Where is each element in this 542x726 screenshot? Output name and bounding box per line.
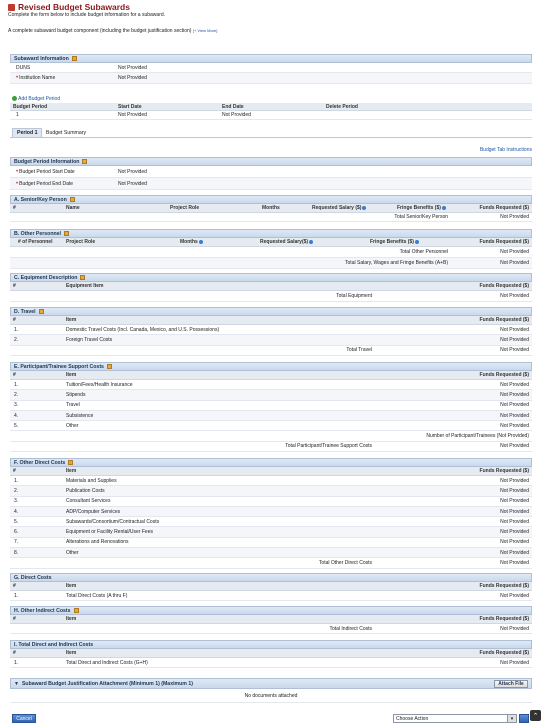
section-d-header	[10, 307, 532, 316]
row-number: 8.	[14, 549, 19, 556]
row-value: Not Provided	[500, 487, 529, 494]
col-number: #	[13, 317, 16, 323]
row-item: Travel	[66, 402, 80, 409]
section-h-columns	[10, 615, 532, 624]
table-row	[10, 548, 532, 558]
attachment-section	[10, 678, 532, 703]
edit-icon[interactable]	[82, 159, 87, 164]
edit-icon[interactable]	[80, 275, 85, 280]
table-row	[10, 401, 532, 411]
col-number: #	[13, 616, 16, 622]
row-item: Foreign Travel Costs	[66, 336, 113, 343]
row-item: Materials and Supplies	[66, 477, 117, 484]
section-e-total-row	[10, 442, 532, 452]
other-personnel-section	[10, 229, 532, 269]
row-number: 7.	[14, 539, 19, 546]
row-number: 2.	[14, 391, 19, 398]
row-number: 4.	[14, 412, 19, 419]
section-e-header	[10, 362, 532, 371]
bp-start-label	[16, 169, 75, 175]
row-item: Stipends	[66, 391, 86, 398]
direct-costs-section	[10, 573, 532, 601]
section-e-title: E. Participant/Trainee Support Costs	[14, 363, 104, 370]
period-tabs	[10, 128, 532, 138]
scroll-top-button[interactable]	[530, 710, 541, 721]
col-number: #	[13, 583, 16, 589]
required-marker: •	[16, 180, 19, 187]
cancel-button[interactable]: Cancel	[12, 714, 36, 723]
col-item: Item	[66, 372, 77, 378]
col-funds-requested: Funds Requested ($)	[479, 205, 529, 211]
table-row	[10, 538, 532, 548]
row-value: Not Provided	[500, 477, 529, 484]
col-fringe-benefits	[397, 205, 446, 211]
total-value: Not Provided	[500, 214, 529, 220]
col-equipment-item: Equipment Item	[66, 283, 104, 289]
duns-value: Not Provided	[118, 64, 147, 71]
section-e-number-row	[10, 431, 532, 441]
col-number: #	[13, 205, 16, 211]
info-icon[interactable]	[415, 240, 419, 244]
section-d-total-row	[10, 346, 532, 356]
duns-label: DUNS	[16, 64, 31, 71]
section-c-columns	[10, 282, 532, 291]
col-item: Item	[66, 650, 77, 656]
table-row	[10, 517, 532, 527]
row-number: 1.	[14, 381, 19, 388]
row-value: Not Provided	[500, 539, 529, 546]
table-row	[10, 411, 532, 421]
document-icon	[8, 4, 15, 11]
row-value: Not Provided	[500, 381, 529, 388]
total-label: Total Other Direct Costs	[318, 560, 372, 567]
section-e-columns	[10, 371, 532, 380]
bp-end-label	[16, 181, 73, 187]
section-c-header	[10, 273, 532, 282]
row-value: Not Provided	[500, 529, 529, 536]
attachment-header	[10, 678, 532, 689]
total-label: Total Travel	[346, 347, 372, 354]
table-row	[10, 325, 532, 335]
section-a-columns	[10, 204, 532, 213]
equipment-section	[10, 273, 532, 302]
total-value: Not Provided	[500, 347, 529, 354]
period-end: Not Provided	[222, 112, 251, 118]
row-item: Total Direct and Indirect Costs (G+H)	[66, 659, 148, 666]
page-title	[8, 2, 130, 12]
add-icon	[12, 96, 17, 101]
col-months	[180, 239, 203, 245]
row-value: Not Provided	[500, 518, 529, 525]
col-number: #	[13, 283, 16, 289]
period-number: 1	[16, 112, 19, 118]
row-value: Not Provided	[500, 659, 529, 666]
row-item: Alterations and Renovations	[66, 539, 129, 546]
total-value: Not Provided	[500, 249, 529, 255]
section-i-title: I. Total Direct and Indirect Costs	[14, 641, 94, 648]
intro-text: Complete the form below to include budget information for a subaward.	[8, 12, 166, 18]
section-d-columns	[10, 316, 532, 325]
budget-period-info-header	[10, 157, 532, 166]
total-value: Not Provided	[500, 443, 529, 450]
section-h-total-row	[10, 624, 532, 634]
section-f-columns	[10, 467, 532, 476]
budget-periods-header	[10, 103, 532, 111]
table-row	[10, 421, 532, 431]
col-number: #	[13, 468, 16, 474]
edit-icon[interactable]	[74, 608, 79, 613]
row-number: 2.	[14, 487, 19, 494]
row-value: Not Provided	[500, 326, 529, 333]
edit-icon[interactable]	[64, 231, 69, 236]
row-value: Not Provided	[500, 412, 529, 419]
col-requested-salary-text: Requested Salary ($)	[312, 205, 362, 211]
col-item: Item	[66, 468, 77, 474]
col-item: Item	[66, 317, 77, 323]
row-number: 1.	[14, 659, 19, 666]
info-icon[interactable]	[442, 206, 446, 210]
add-budget-period-text[interactable]: Add Budget Period	[18, 96, 61, 102]
table-row	[10, 507, 532, 517]
col-fringe-benefits	[370, 239, 419, 245]
row-value: Not Provided	[500, 549, 529, 556]
row-number: 2.	[14, 336, 19, 343]
subaward-info-title: Subaward Information	[14, 55, 69, 62]
tab-budget-summary[interactable]: Budget Summary	[46, 129, 87, 136]
row-number: 4.	[14, 508, 19, 515]
duns-row	[10, 63, 532, 73]
institution-label	[16, 75, 55, 81]
total-direct-indirect-section	[10, 640, 532, 668]
info-icon[interactable]	[362, 206, 366, 210]
attach-file-button[interactable]: Attach File	[494, 680, 528, 688]
add-budget-period-link[interactable]	[12, 96, 60, 102]
go-button[interactable]	[519, 714, 529, 723]
col-personnel: # of Personnel	[18, 239, 53, 245]
row-value: Not Provided	[500, 592, 529, 599]
travel-section	[10, 307, 532, 356]
col-item: Item	[66, 583, 77, 589]
total-label: Total Senior/Key Person	[394, 214, 448, 220]
row-item: Subsistence	[66, 412, 94, 419]
institution-row	[10, 73, 532, 83]
action-select-value: Choose Action	[396, 715, 429, 722]
col-funds-requested: Funds Requested ($)	[479, 616, 529, 622]
table-row	[10, 497, 532, 507]
total-value: Not Provided	[500, 293, 529, 299]
section-b-total-row	[10, 247, 532, 258]
row-value: Not Provided	[500, 498, 529, 505]
total-label: Total Other Personnel	[399, 249, 448, 255]
section-f-header	[10, 458, 532, 467]
participant-count: Number of Participant/Trainees (Not Provided)	[426, 433, 529, 440]
section-b-columns	[10, 238, 532, 247]
col-months-text: Months	[180, 239, 198, 245]
view-more-link[interactable]: [+ View More]	[192, 28, 218, 33]
row-number: 3.	[14, 498, 19, 505]
section-h-title: H. Other Indirect Costs	[14, 607, 71, 614]
attachment-title: Subaward Budget Justification Attachment (Minimum 1) (Maximum 1)	[21, 680, 193, 687]
row-number: 1.	[14, 326, 19, 333]
row-item: Publication Costs	[66, 487, 105, 494]
total-label: Total Indirect Costs	[329, 625, 372, 632]
row-number: 6.	[14, 529, 19, 536]
section-b-title: B. Other Personnel	[14, 230, 61, 237]
total-value: Not Provided	[500, 260, 529, 266]
col-number: #	[13, 650, 16, 656]
total-label: Total Equipment	[336, 293, 372, 299]
row-number: 5.	[14, 518, 19, 525]
arrow-up-icon: ⌃	[532, 712, 539, 720]
row-number: 1.	[14, 592, 19, 599]
table-row	[10, 380, 532, 390]
col-number: #	[13, 372, 16, 378]
row-number: 3.	[14, 402, 19, 409]
col-fringe-benefits-text: Fringe Benefits ($)	[370, 239, 414, 245]
row-value: Not Provided	[500, 391, 529, 398]
edit-icon[interactable]	[72, 56, 77, 61]
bp-start-row	[10, 166, 532, 178]
action-select[interactable]	[393, 714, 517, 723]
institution-label-text: Institution Name	[19, 74, 56, 81]
col-budget-period: Budget Period	[13, 103, 48, 110]
budget-period-row[interactable]	[10, 111, 532, 120]
table-row	[10, 486, 532, 496]
edit-icon[interactable]	[39, 309, 44, 314]
edit-icon[interactable]	[70, 197, 75, 202]
institution-value: Not Provided	[118, 74, 147, 81]
info-icon[interactable]	[309, 240, 313, 244]
row-value: Not Provided	[500, 422, 529, 429]
row-value: Not Provided	[500, 402, 529, 409]
row-value: Not Provided	[500, 508, 529, 515]
row-number: 5.	[14, 422, 19, 429]
subaward-info-section	[10, 54, 532, 84]
row-item: Domestic Travel Costs (Incl. Canada, Mexico, and U.S. Possessions)	[66, 326, 220, 333]
required-marker: •	[16, 168, 19, 175]
chevron-down-icon[interactable]: ▾	[507, 715, 516, 722]
col-requested-salary	[260, 239, 313, 245]
edit-icon[interactable]	[68, 460, 73, 465]
col-delete-period: Delete Period	[326, 103, 358, 110]
col-funds-requested: Funds Requested ($)	[479, 468, 529, 474]
total-label: Total Participant/Trainee Support Costs	[285, 443, 372, 450]
bp-start-value: Not Provided	[118, 168, 147, 175]
col-funds-requested: Funds Requested ($)	[479, 283, 529, 289]
table-row	[10, 335, 532, 345]
budget-period-info-section	[10, 157, 532, 190]
total-value: Not Provided	[500, 560, 529, 567]
other-indirect-costs-section	[10, 606, 532, 634]
section-h-header	[10, 606, 532, 615]
row-item: Tuition/Fees/Health Insurance	[66, 381, 133, 388]
total-value: Not Provided	[500, 625, 529, 632]
page-title-text: Revised Budget Subawards	[18, 2, 130, 12]
subaward-info-header	[10, 54, 532, 63]
bp-end-label-text: Budget Period End Date	[19, 180, 74, 187]
row-value: Not Provided	[500, 336, 529, 343]
section-a-total-row	[10, 213, 532, 222]
col-requested-salary	[312, 205, 366, 211]
section-d-title: D. Travel	[14, 308, 36, 315]
section-a-title: A. Senior/Key Person	[14, 196, 67, 203]
row-item: Other	[66, 422, 79, 429]
col-funds-requested: Funds Requested ($)	[479, 317, 529, 323]
component-text	[8, 28, 217, 34]
required-marker: •	[16, 74, 19, 81]
section-b-header	[10, 229, 532, 238]
table-row	[10, 476, 532, 486]
col-end-date: End Date	[222, 103, 244, 110]
collapse-icon[interactable]: ▼	[14, 680, 19, 687]
section-i-header	[10, 640, 532, 649]
budget-periods-table	[10, 103, 532, 120]
col-name: Name	[66, 205, 80, 211]
section-a-header	[10, 195, 532, 204]
section-i-row	[10, 658, 532, 668]
budget-tab-instructions-link[interactable]: Budget Tab Instructions	[479, 147, 532, 153]
col-project-role: Project Role	[170, 205, 200, 211]
section-i-columns	[10, 649, 532, 658]
section-g-columns	[10, 582, 532, 591]
no-documents-text: No documents attached	[10, 689, 532, 703]
section-g-row	[10, 591, 532, 601]
section-g-header	[10, 573, 532, 582]
col-start-date: Start Date	[118, 103, 142, 110]
section-f-title: F. Other Direct Costs	[14, 459, 66, 466]
total-label: Total Salary, Wages and Fringe Benefits (A+B)	[345, 260, 448, 266]
info-icon[interactable]	[199, 240, 203, 244]
col-funds-requested: Funds Requested ($)	[479, 239, 529, 245]
col-project-role: Project Role	[66, 239, 96, 245]
col-fringe-benefits-text: Fringe Benefits ($)	[397, 205, 441, 211]
other-direct-costs-section	[10, 458, 532, 569]
col-months: Months	[262, 205, 280, 211]
row-number: 1.	[14, 477, 19, 484]
row-item: Other	[66, 549, 79, 556]
bp-start-label-text: Budget Period Start Date	[19, 168, 75, 175]
col-funds-requested: Funds Requested ($)	[479, 372, 529, 378]
bpi-title: Budget Period Information	[14, 158, 80, 165]
period-start: Not Provided	[118, 112, 147, 118]
row-item: ADP/Computer Services	[66, 508, 121, 515]
section-g-title: G. Direct Costs	[14, 574, 52, 581]
col-item: Item	[66, 616, 77, 622]
table-row	[10, 390, 532, 400]
table-row	[10, 527, 532, 537]
edit-icon[interactable]	[107, 364, 112, 369]
section-f-total-row	[10, 558, 532, 568]
row-item: Total Direct Costs (A thru F)	[66, 592, 128, 599]
section-c-title: C. Equipment Description	[14, 274, 78, 281]
section-c-total-row	[10, 291, 532, 302]
col-requested-salary-text: Requested Salary($)	[260, 239, 309, 245]
col-funds-requested: Funds Requested ($)	[479, 583, 529, 589]
component-text-label: A complete subaward budget component (including the budget justification section)	[8, 28, 192, 34]
participant-trainee-section	[10, 362, 532, 452]
section-b-total-salary-row	[10, 258, 532, 269]
bp-end-row	[10, 178, 532, 190]
row-item: Subawards/Consortium/Contractual Costs	[66, 518, 160, 525]
row-item: Equipment or Facility Rental/User Fees	[66, 529, 153, 536]
senior-key-person-section	[10, 195, 532, 222]
col-funds-requested: Funds Requested ($)	[479, 650, 529, 656]
bp-end-value: Not Provided	[118, 180, 147, 187]
tab-period-1[interactable]: Period 1	[12, 128, 42, 137]
row-item: Consultant Services	[66, 498, 111, 505]
